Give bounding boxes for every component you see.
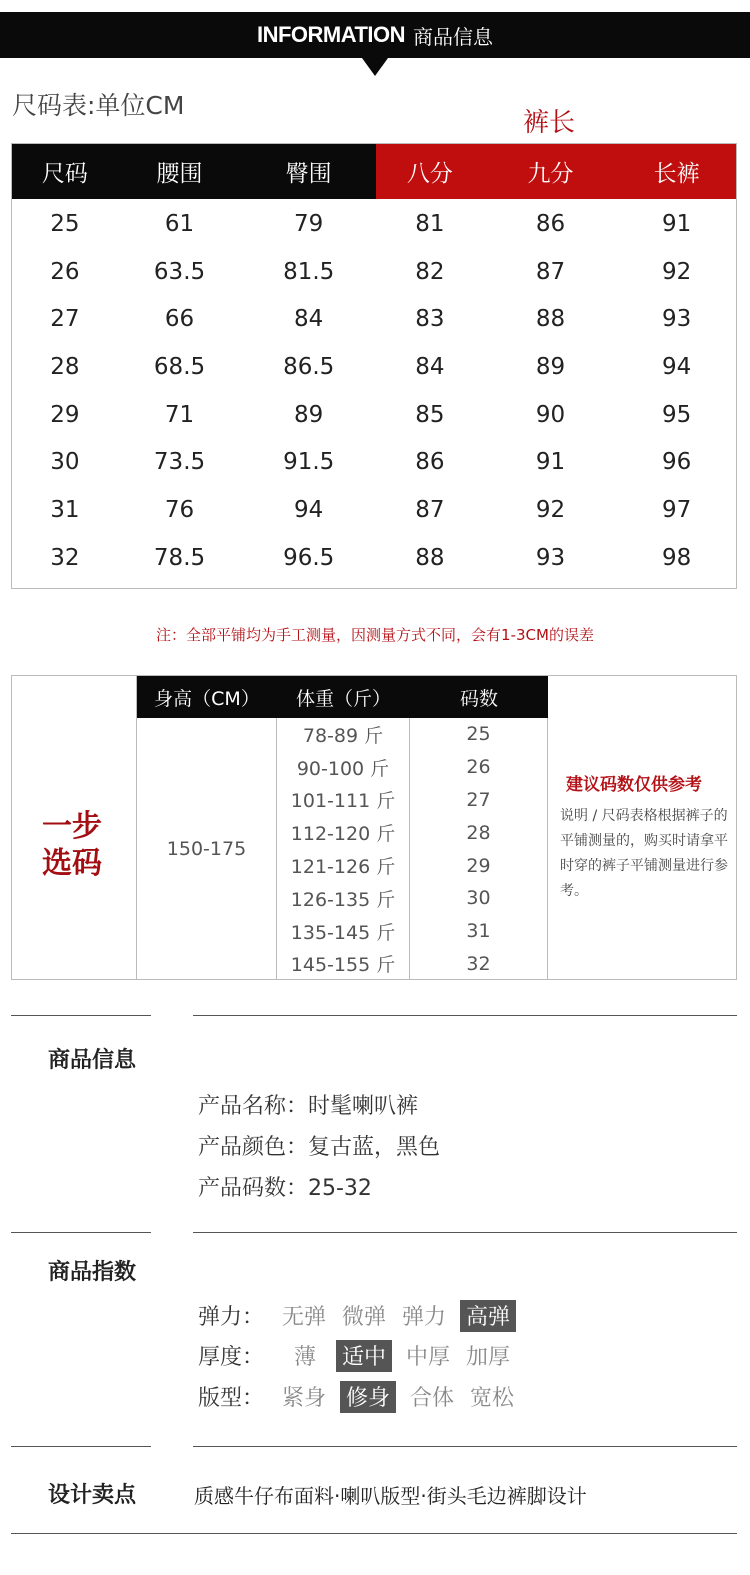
index-label: 厚度：	[198, 1345, 265, 1370]
recommend-header	[137, 676, 548, 718]
index-option: 无弹	[282, 1305, 327, 1330]
cell-cropped-length: 86	[415, 449, 445, 476]
cell-size: 32	[50, 544, 80, 571]
header-hip: 臀围	[241, 144, 376, 199]
size-item: 29	[466, 854, 491, 877]
cell-hip: 79	[294, 210, 324, 237]
cell-waist: 73.5	[153, 449, 206, 476]
weight-item: 126-135 斤	[290, 888, 396, 911]
cell-size: 25	[50, 210, 80, 237]
divider	[193, 1446, 737, 1447]
size-item: 31	[466, 920, 491, 943]
design-title: 设计卖点	[48, 1483, 137, 1508]
size-item: 27	[466, 788, 491, 811]
cell-size: 31	[50, 496, 80, 523]
cell-full-length: 98	[662, 544, 692, 571]
weight-item: 101-111 斤	[290, 790, 396, 813]
cell-waist: 66	[164, 306, 195, 333]
cell-full-length: 95	[662, 401, 692, 428]
recommend-label-line-2: 选码	[42, 846, 102, 881]
cell-ninth-length: 93	[535, 544, 566, 571]
cell-cropped-length: 82	[415, 258, 445, 285]
recommend-label	[42, 808, 102, 882]
cell-size: 30	[50, 449, 80, 476]
cell-ninth-length: 91	[535, 449, 566, 476]
cell-cropped-length: 81	[415, 210, 445, 237]
header-full-length: 长裤	[617, 144, 736, 199]
banner-title-cn: 商品信息	[413, 24, 494, 49]
cell-hip: 81.5	[283, 258, 335, 285]
cell-ninth-length: 89	[535, 353, 566, 380]
cell-hip: 91.5	[283, 449, 335, 476]
recommend-side-description: 说明 / 尺码表格根据裤子的平铺测量的，购买时请拿平时穿的裤子平铺测量进行参考。	[560, 808, 728, 899]
cell-hip: 84	[294, 306, 324, 333]
cell-full-length: 92	[662, 258, 692, 285]
recommend-label-line-1: 一步	[42, 809, 102, 844]
measurement-note: 注：全部平铺均为手工测量，因测量方式不同，会有1-3CM的误差	[156, 626, 594, 644]
cell-full-length: 91	[662, 210, 692, 237]
cell-hip: 94	[294, 496, 324, 523]
index-option: 紧身	[282, 1386, 327, 1411]
cell-ninth-length: 87	[535, 258, 566, 285]
cell-ninth-length: 88	[535, 306, 566, 333]
cell-cropped-length: 83	[415, 306, 445, 333]
cell-size: 29	[50, 401, 80, 428]
size-recommendation-table	[11, 675, 737, 980]
cell-hip: 86.5	[283, 353, 335, 380]
index-option: 弹力	[402, 1305, 447, 1330]
weight-item: 112-120 斤	[290, 823, 396, 846]
index-label: 弹力：	[198, 1305, 265, 1330]
size-item: 26	[466, 756, 491, 779]
index-option-selected: 适中	[336, 1340, 392, 1372]
size-table-header	[12, 144, 736, 199]
cell-waist: 63.5	[153, 258, 206, 285]
cell-hip: 96.5	[283, 544, 335, 571]
header-ninth-length: 九分	[484, 144, 618, 199]
size-table-body	[12, 199, 736, 582]
index-option: 微弹	[342, 1305, 387, 1330]
index-option: 加厚	[466, 1345, 511, 1370]
banner-arrow-icon	[362, 58, 388, 76]
divider	[193, 1015, 737, 1016]
table-row	[12, 200, 736, 248]
product-color: 产品颜色：复古蓝，黑色	[198, 1135, 441, 1160]
weight-item: 145-155 斤	[290, 954, 396, 977]
index-option-selected: 高弹	[460, 1300, 516, 1332]
header-size-number: 码数	[459, 687, 498, 710]
table-row	[12, 248, 736, 296]
cell-cropped-length: 88	[415, 544, 445, 571]
weight-item: 135-145 斤	[290, 921, 396, 944]
table-row	[12, 486, 736, 534]
design-selling-points: 质感牛仔布面料·喇叭版型·街头毛边裤脚设计	[194, 1484, 587, 1508]
product-index-title: 商品指数	[48, 1260, 137, 1285]
table-row	[12, 295, 736, 343]
product-info-title: 商品信息	[48, 1048, 137, 1073]
size-item: 32	[466, 952, 491, 975]
product-name: 产品名称：时髦喇叭裤	[198, 1094, 419, 1119]
table-row	[12, 391, 736, 439]
banner-title-en: INFORMATION	[256, 22, 406, 47]
weight-item: 121-126 斤	[290, 856, 396, 879]
cell-size: 28	[50, 353, 80, 380]
divider	[11, 1446, 151, 1447]
index-option: 合体	[410, 1386, 455, 1411]
product-size-range: 产品码数：25-32	[198, 1176, 372, 1201]
cell-waist: 76	[164, 496, 195, 523]
cell-ninth-length: 92	[535, 496, 566, 523]
size-table-title: 尺码表:单位CM	[12, 91, 185, 120]
table-row	[12, 438, 736, 486]
size-table	[11, 143, 737, 589]
cell-full-length: 93	[662, 306, 692, 333]
index-label: 版型：	[198, 1386, 265, 1411]
size-item: 30	[466, 887, 491, 910]
size-item: 25	[466, 723, 491, 746]
cell-size: 27	[50, 306, 80, 333]
cell-full-length: 94	[662, 353, 692, 380]
size-column	[410, 718, 548, 979]
table-row	[12, 534, 736, 582]
cell-waist: 71	[164, 401, 195, 428]
weight-column	[277, 718, 410, 979]
cell-cropped-length: 84	[415, 353, 445, 380]
cell-full-length: 97	[662, 496, 692, 523]
divider	[193, 1232, 737, 1233]
header-height: 身高（CM）	[154, 687, 260, 710]
index-row-elasticity	[198, 1299, 528, 1332]
size-item: 28	[466, 821, 491, 844]
divider	[11, 1232, 151, 1233]
header-cropped-length: 八分	[376, 144, 484, 199]
divider	[11, 1015, 151, 1016]
cell-waist: 68.5	[153, 353, 206, 380]
index-option: 中厚	[406, 1345, 451, 1370]
pants-length-label: 裤长	[523, 108, 576, 138]
weight-item: 90-100 斤	[296, 757, 390, 780]
weight-item: 78-89 斤	[302, 724, 384, 747]
header-banner	[0, 12, 750, 58]
cell-ninth-length: 90	[535, 401, 566, 428]
cell-hip: 89	[294, 401, 324, 428]
index-option-selected: 修身	[340, 1381, 396, 1413]
cell-waist: 78.5	[153, 544, 206, 571]
cell-ninth-length: 86	[535, 210, 566, 237]
index-row-thickness	[198, 1339, 524, 1372]
cell-full-length: 96	[662, 449, 692, 476]
divider	[11, 1533, 737, 1534]
cell-cropped-length: 85	[415, 401, 445, 428]
header-waist: 腰围	[118, 144, 242, 199]
table-row	[12, 343, 736, 391]
cell-waist: 61	[164, 210, 195, 237]
cell-size: 26	[50, 258, 80, 285]
recommend-side-title: 建议码数仅供参考	[566, 775, 702, 795]
header-size: 尺码	[12, 144, 118, 199]
cell-cropped-length: 87	[415, 496, 445, 523]
index-row-fit	[198, 1380, 528, 1413]
index-option: 薄	[294, 1345, 317, 1370]
index-option: 宽松	[470, 1386, 515, 1411]
height-range: 150-175	[137, 718, 277, 979]
recommend-label-cell	[12, 676, 137, 979]
header-weight: 体重（斤）	[295, 687, 391, 710]
